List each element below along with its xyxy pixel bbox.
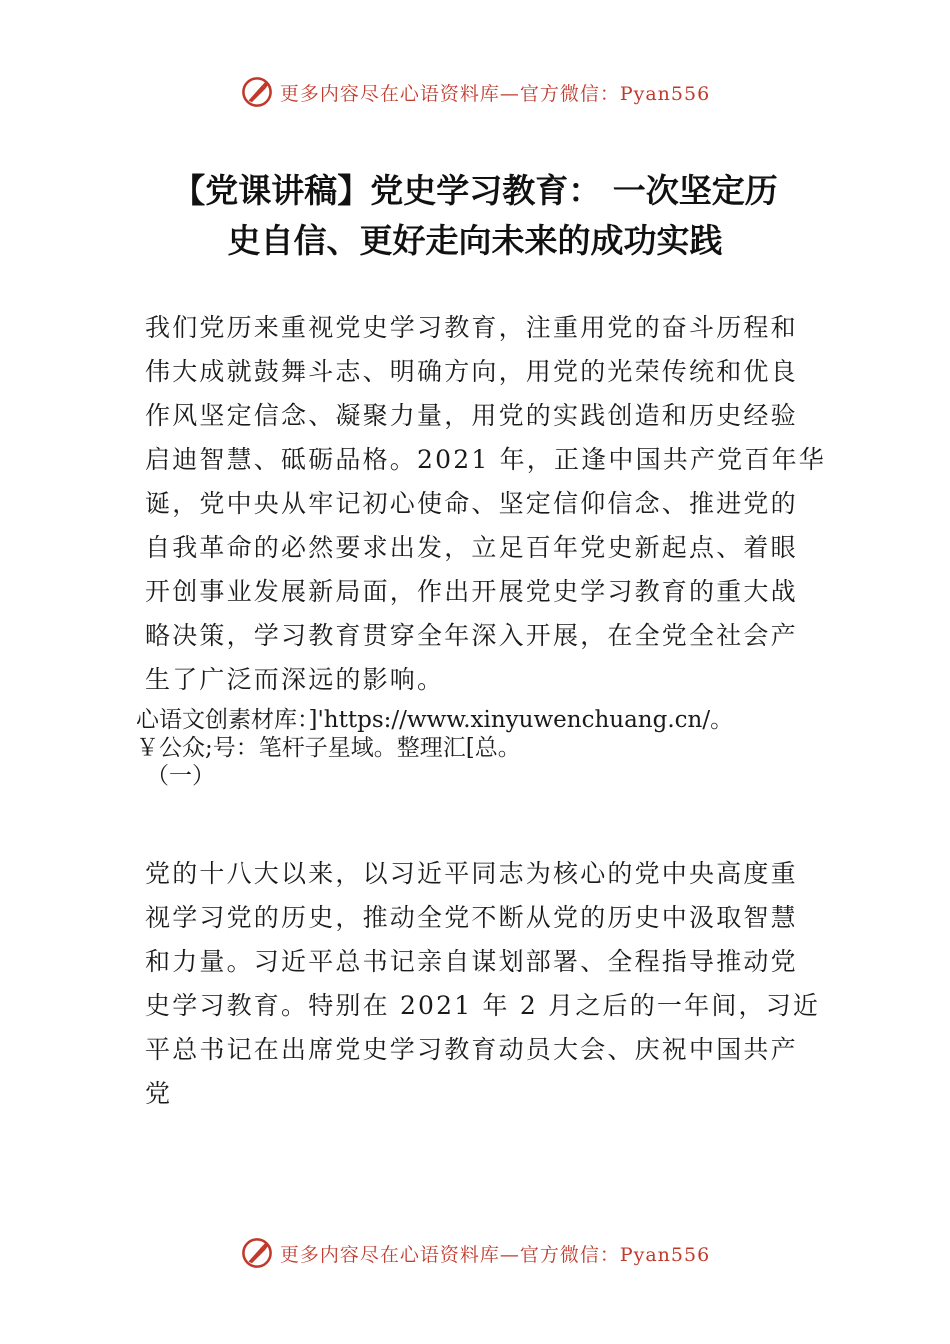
document-title <box>100 166 850 266</box>
header-banner <box>0 70 950 114</box>
paragraph-line: 党 <box>145 1079 173 1108</box>
source-note <box>136 706 826 790</box>
paragraph-line: 自我革命的必然要求出发，立足百年党史新起点、着眼 <box>145 533 798 562</box>
paragraph-line: 视学习党的历史，推动全党不断从党的历史中汲取智慧 <box>145 903 798 932</box>
title-line: 【党课讲稿】党史学习教育： 一次坚定历 <box>172 171 778 210</box>
source-note-line: ￥公众;号：笔杆子星域。整理汇[总。 <box>136 735 521 761</box>
paragraph-line: 作风坚定信念、凝聚力量，用党的实践创造和历史经验 <box>145 401 798 430</box>
paragraph-line: 启迪智慧、砥砺品格。2021 年，正逢中国共产党百年华 <box>145 445 826 474</box>
paragraph-line: 诞，党中央从牢记初心使命、坚定信仰信念、推进党的 <box>145 489 798 518</box>
paragraph-line: 开创事业发展新局面，作出开展党史学习教育的重大战 <box>145 577 798 606</box>
header-banner-text: 更多内容尽在心语资料库—官方微信：Pyan556 <box>279 82 711 105</box>
pen-tip-circle-logo-icon <box>240 75 274 109</box>
paragraph-line: 我们党历来重视党史学习教育，注重用党的奋斗历程和 <box>145 313 798 342</box>
paragraph-line: 史学习教育。特别在 2021 年 2 月之后的一年间，习近 <box>145 991 821 1020</box>
footer-banner-text: 更多内容尽在心语资料库—官方微信：Pyan556 <box>279 1243 711 1266</box>
body-paragraph-1 <box>145 306 826 702</box>
section-number: （一） <box>146 763 215 789</box>
body-paragraph-2 <box>145 852 821 1116</box>
paragraph-line: 伟大成就鼓舞斗志、明确方向，用党的光荣传统和优良 <box>145 357 798 386</box>
title-line: 史自信、更好走向未来的成功实践 <box>227 221 723 260</box>
paragraph-line: 和力量。习近平总书记亲自谋划部署、全程指导推动党 <box>145 947 798 976</box>
paragraph-line: 生了广泛而深远的影响。 <box>145 665 445 694</box>
footer-banner <box>0 1231 950 1275</box>
pen-tip-circle-logo-icon <box>240 1236 274 1270</box>
source-note-line: 心语文创素材库：]'https://www.xinyuwenchuang.cn/。 <box>136 707 734 733</box>
paragraph-line: 略决策，学习教育贯穿全年深入开展，在全党全社会产 <box>145 621 798 650</box>
paragraph-line: 平总书记在出席党史学习教育动员大会、庆祝中国共产 <box>145 1035 798 1064</box>
paragraph-line: 党的十八大以来，以习近平同志为核心的党中央高度重 <box>145 859 798 888</box>
